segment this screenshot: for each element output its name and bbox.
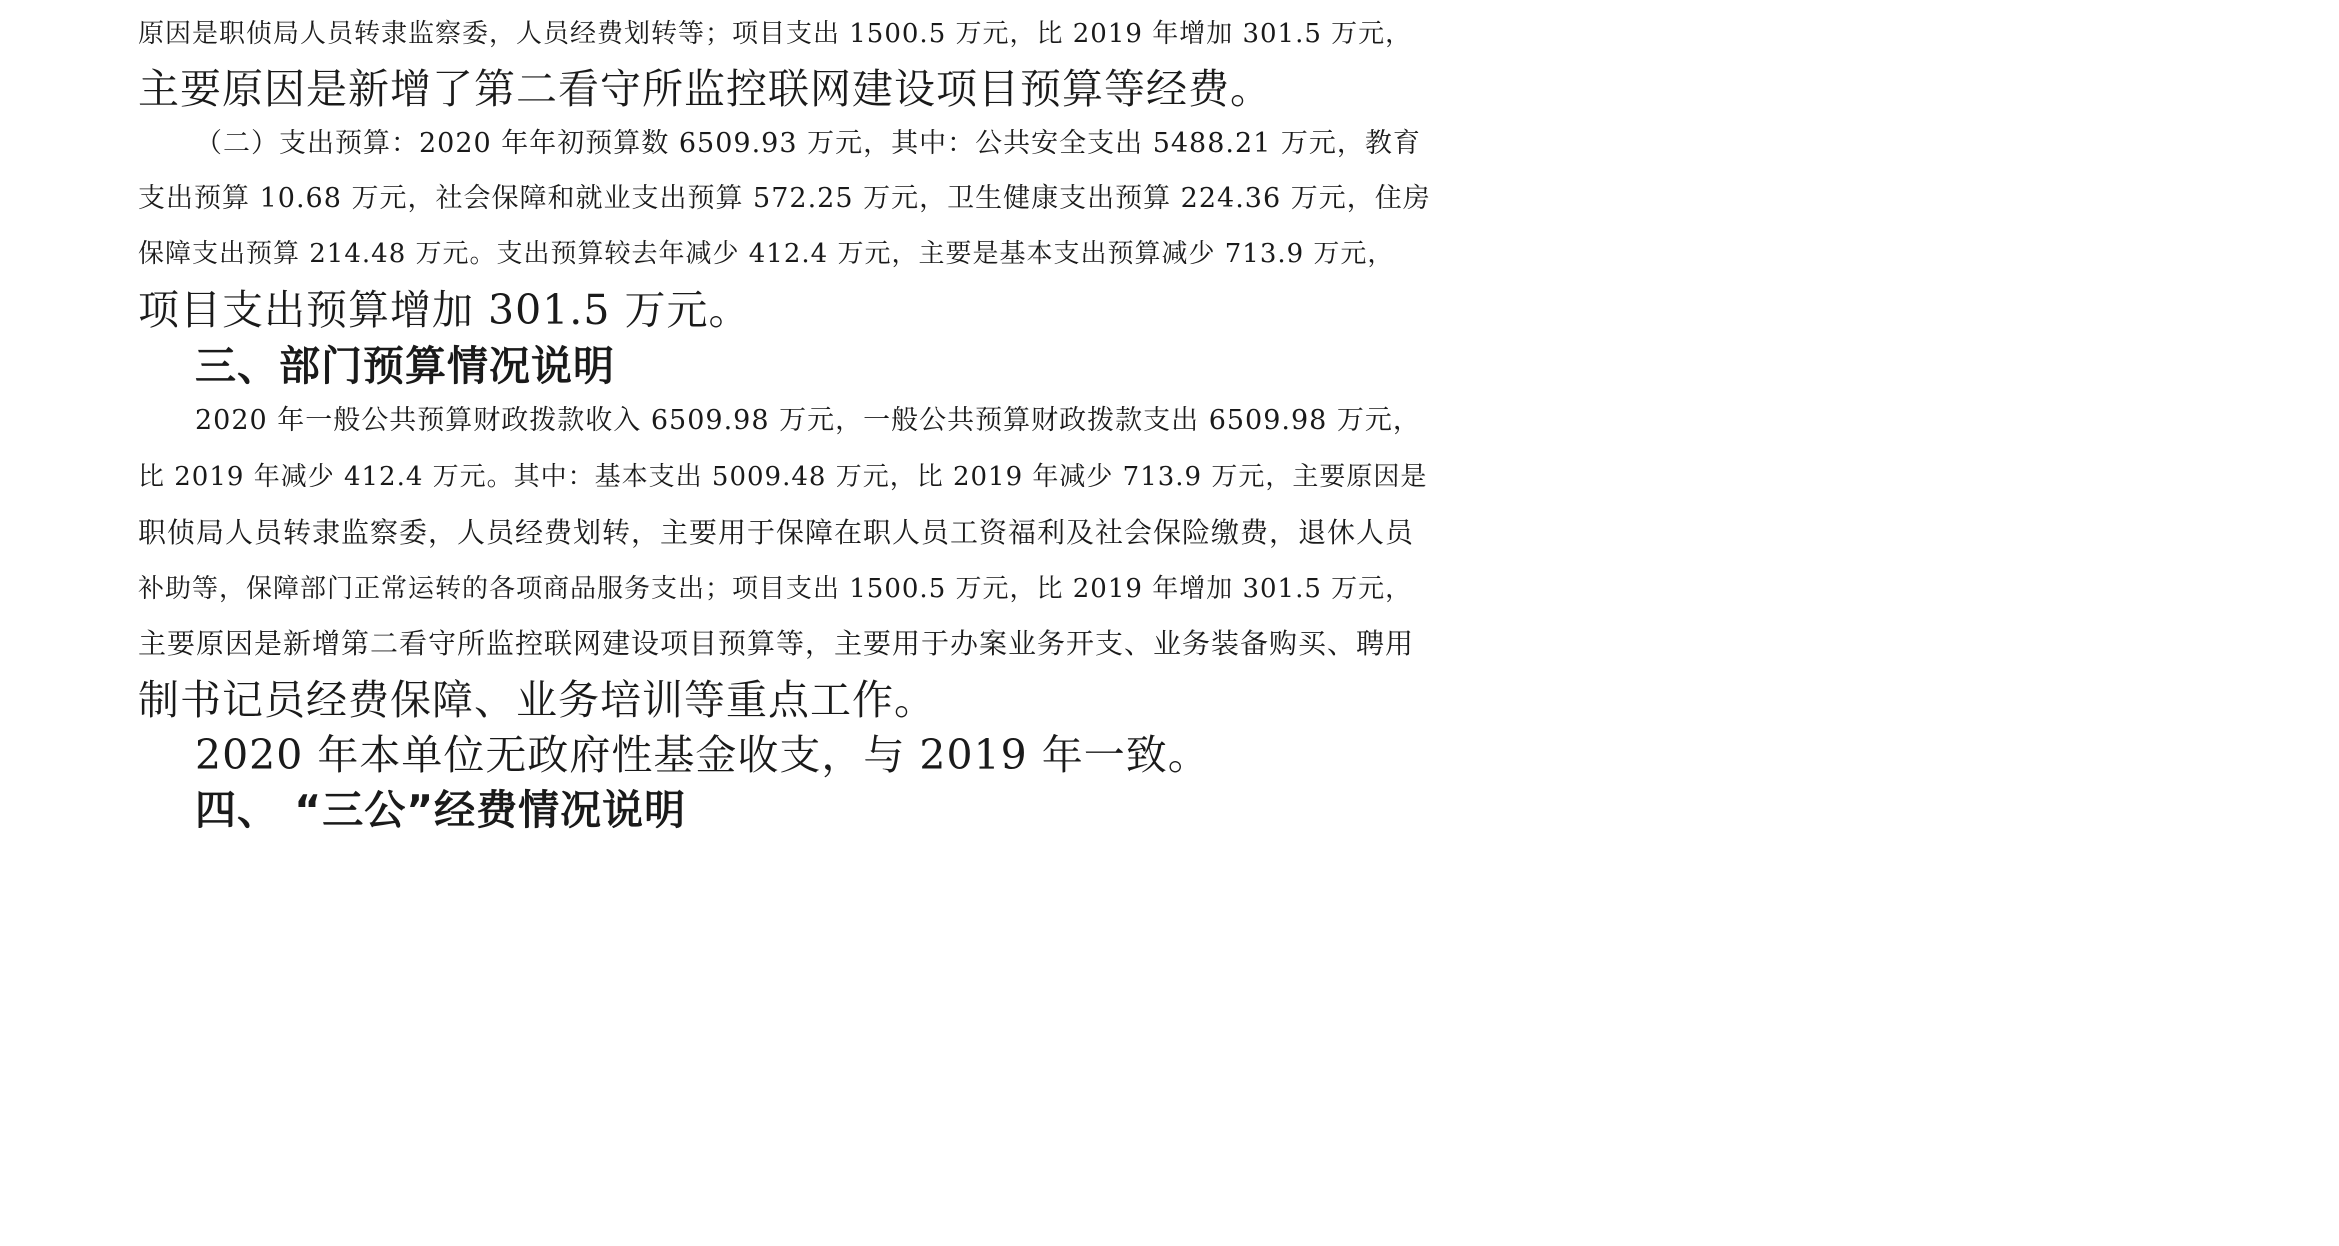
paragraph-line-2: 主要原因是新增了第二看守所监控联网建设项目预算等经费。	[138, 65, 1272, 113]
paragraph-line-7: 2020 年一般公共预算财政拨款收入 6509.98 万元，一般公共预算财政拨款支出 6509.98 万元，	[195, 405, 1421, 436]
paragraph-line-5: 保障支出预算 214.48 万元。支出预算较去年减少 412.4 万元，主要是基本支出预算减少 713.9 万元，	[138, 239, 1395, 269]
paragraph-line-10: 补助等，保障部门正常运转的各项商品服务支出；项目支出 1500.5 万元，比 2019 年增加 301.5 万元，	[138, 574, 1413, 604]
paragraph-line-8: 比 2019 年减少 412.4 万元。其中：基本支出 5009.48 万元，比 2019 年减少 713.9 万元，主要原因是	[138, 462, 1428, 492]
section-heading-4: 四、 “三公”经费情况说明	[195, 786, 687, 834]
paragraph-line-4: 支出预算 10.68 万元，社会保障和就业支出预算 572.25 万元，卫生健康支出预算 224.36 万元，住房	[138, 183, 1431, 214]
paragraph-line-3: （二）支出预算：2020 年年初预算数 6509.93 万元，其中：公共安全支出 5488.21 万元，教育	[195, 128, 1421, 159]
paragraph-line-9: 职侦局人员转隶监察委，人员经费划转，主要用于保障在职人员工资福利及社会保险缴费，退休人员	[138, 516, 1415, 549]
paragraph-line-13: 2020 年本单位无政府性基金收支，与 2019 年一致。	[195, 731, 1210, 779]
paragraph-line-12: 制书记员经费保障、业务培训等重点工作。	[138, 676, 936, 724]
paragraph-line-1: 原因是职侦局人员转隶监察委，人员经费划转等；项目支出 1500.5 万元，比 2019 年增加 301.5 万元，	[138, 19, 1413, 49]
section-heading-3: 三、部门预算情况说明	[195, 342, 615, 390]
paragraph-line-11: 主要原因是新增第二看守所监控联网建设项目预算等，主要用于办案业务开支、业务装备购买、聘用	[138, 627, 1415, 660]
paragraph-line-6: 项目支出预算增加 301.5 万元。	[138, 286, 751, 334]
